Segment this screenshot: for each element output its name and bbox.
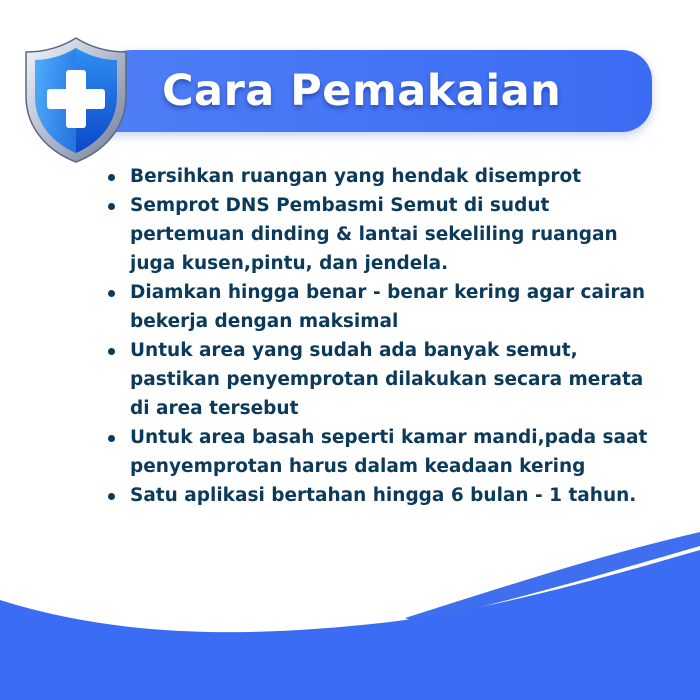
bullet-icon [108,203,115,210]
list-item-text: pastikan penyemprotan dilakukan secara merata [130,369,644,390]
list-item-text: Diamkan hingga benar - benar kering agar cairan [130,282,646,303]
list-item-text: Satu aplikasi bertahan hingga 6 bulan - 1 tahun. [130,485,637,506]
list-item-text: bekerja dengan maksimal [130,311,399,332]
bullet-icon [108,493,115,500]
bullet-icon [108,435,115,442]
list-item-text: Bersihkan ruangan yang hendak disemprot [130,166,582,187]
list-item [108,481,678,510]
list-item [108,423,678,481]
bottom-wave-decoration [0,510,700,700]
bullet-icon [108,290,115,297]
list-item [108,191,678,278]
list-item-text: pertemuan dinding & lantai sekeliling ruangan [130,224,618,245]
list-item [108,278,678,336]
shield-plus-icon [20,34,132,166]
list-item-text: Semprot DNS Pembasmi Semut di sudut [130,195,550,216]
list-item-text: Untuk area basah seperti kamar mandi,pada saat [130,427,648,448]
list-item [108,162,678,191]
instruction-list [108,162,678,510]
list-item-text: di area tersebut [130,398,299,419]
bullet-icon [108,174,115,181]
instructions-section [108,162,678,510]
list-item-text: penyemprotan harus dalam keadaan kering [130,456,586,477]
list-item-text: Untuk area yang sudah ada banyak semut, [130,340,578,361]
bullet-icon [108,348,115,355]
list-item-text: juga kusen,pintu, dan jendela. [130,253,449,274]
page-title: Cara Pemakaian [162,66,562,116]
list-item [108,336,678,423]
